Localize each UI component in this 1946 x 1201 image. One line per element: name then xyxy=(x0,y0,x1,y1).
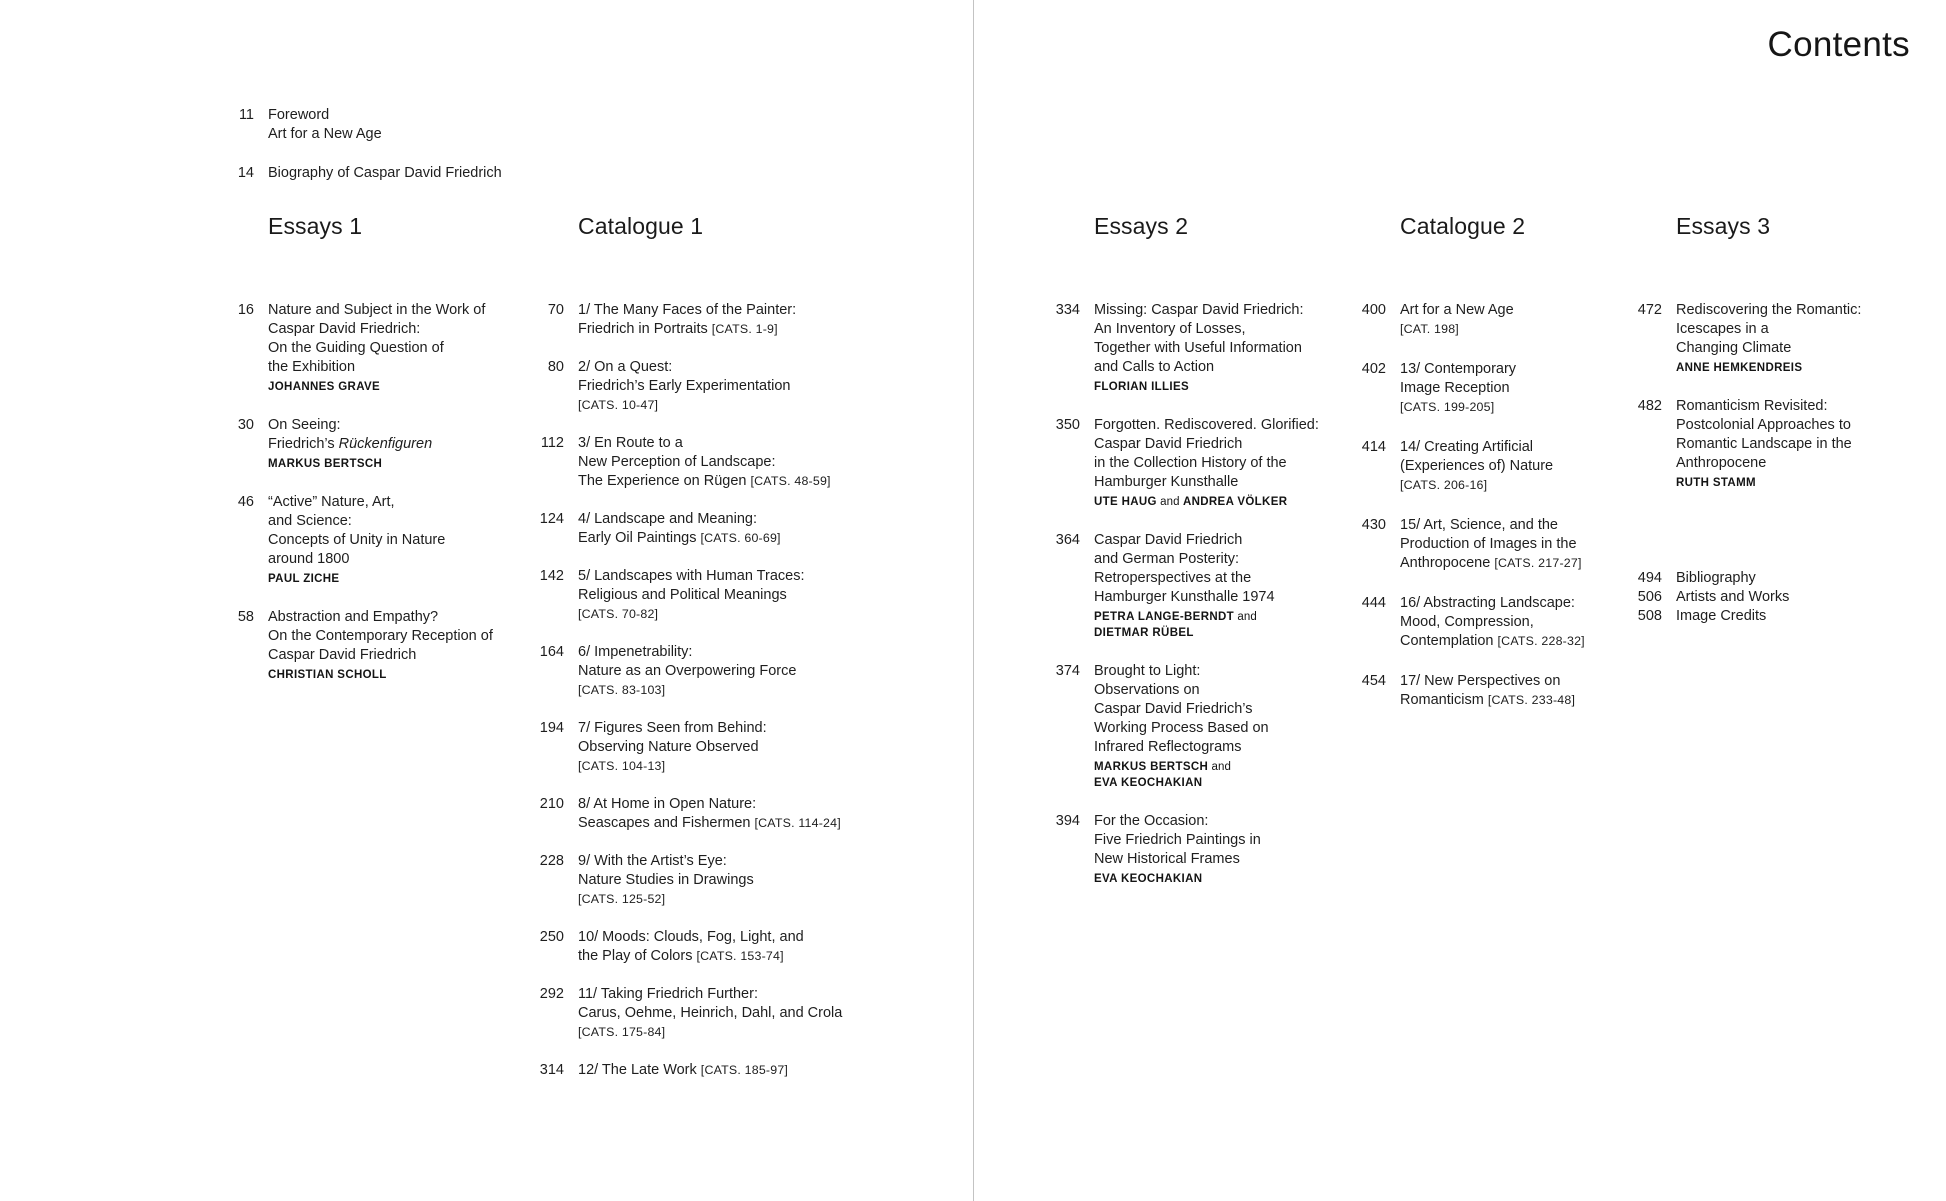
toc-item-body xyxy=(1676,397,1852,491)
toc-item xyxy=(1620,607,1861,626)
toc-line: (Experiences of) Nature xyxy=(1400,458,1554,474)
section-essays-3 xyxy=(1620,214,1861,626)
toc-line-segment: [CATS. 48-59] xyxy=(750,474,831,488)
toc-line: Bibliography xyxy=(1676,570,1756,586)
toc-line xyxy=(578,1061,788,1080)
toc-item-body xyxy=(1676,607,1766,626)
toc-item xyxy=(522,358,842,415)
toc-line: Observations on xyxy=(1094,682,1200,698)
toc-item-body xyxy=(578,985,842,1042)
toc-item-page-number: 164 xyxy=(539,644,564,660)
toc-line: On the Guiding Question of xyxy=(268,340,444,356)
toc-item-page-number: 444 xyxy=(1361,595,1386,611)
toc-line-segment: PETRA LANGE-BERNDT xyxy=(1094,611,1235,623)
section-heading-essays-1: Essays 1 xyxy=(268,213,363,239)
toc-item-page-number: 454 xyxy=(1361,673,1386,689)
toc-line-segment: and xyxy=(1156,496,1183,508)
toc-item-body xyxy=(1676,588,1789,607)
toc-line: New Perception of Landscape: xyxy=(578,454,776,470)
toc-line: An Inventory of Losses, xyxy=(1094,321,1246,337)
toc-item xyxy=(1344,438,1585,495)
toc-line: Anthropocene xyxy=(1676,455,1767,471)
toc-item-page-number: 482 xyxy=(1637,398,1662,414)
toc-line: CHRISTIAN SCHOLL xyxy=(268,669,387,681)
toc-item-body xyxy=(578,510,781,548)
section-essays-1-items xyxy=(212,301,493,683)
toc-line: DIETMAR RÜBEL xyxy=(1094,627,1194,639)
toc-line-segment: Romanticism xyxy=(1400,692,1488,708)
toc-item-page-number: 194 xyxy=(539,720,564,736)
toc-item-page-number: 394 xyxy=(1055,813,1080,829)
toc-line: and Science: xyxy=(268,513,352,529)
toc-item-body xyxy=(1676,569,1756,588)
toc-item xyxy=(1344,301,1585,339)
toc-item-authors xyxy=(268,379,485,395)
toc-line: Art for a New Age xyxy=(1400,302,1514,318)
toc-item-page-number: 80 xyxy=(547,359,564,375)
toc-item-body xyxy=(578,643,796,700)
section-essays-2 xyxy=(1038,214,1319,887)
toc-line: 4/ Landscape and Meaning: xyxy=(578,511,757,527)
toc-item xyxy=(212,416,493,472)
toc-item-page-number: 430 xyxy=(1361,517,1386,533)
toc-line xyxy=(578,529,781,548)
toc-item xyxy=(522,434,842,491)
toc-line xyxy=(1400,554,1582,573)
section-heading-catalogue-2: Catalogue 2 xyxy=(1400,213,1526,239)
toc-item-page-number: 142 xyxy=(539,568,564,584)
toc-item xyxy=(522,567,842,624)
toc-line-segment: and xyxy=(1234,611,1257,623)
toc-item xyxy=(212,493,493,587)
toc-line-segment: [CATS. 228-32] xyxy=(1497,634,1585,648)
toc-line: FLORIAN ILLIES xyxy=(1094,381,1189,393)
toc-item-body xyxy=(578,928,804,966)
toc-item-page-number: 364 xyxy=(1055,532,1080,548)
toc-line: Romanticism Revisited: xyxy=(1676,398,1828,414)
toc-item-page-number: 472 xyxy=(1637,302,1662,318)
toc-line-segment: and xyxy=(1208,761,1231,773)
toc-line xyxy=(578,757,767,776)
section-essays-3-endmatter xyxy=(1620,569,1861,626)
toc-line: PAUL ZICHE xyxy=(268,573,340,585)
toc-line: JOHANNES GRAVE xyxy=(268,381,381,393)
toc-line-segment: MARKUS BERTSCH xyxy=(1094,761,1209,773)
toc-item-authors xyxy=(1676,475,1852,491)
toc-line: 7/ Figures Seen from Behind: xyxy=(578,720,767,736)
toc-line-segment: [CATS. 153-74] xyxy=(696,949,784,963)
section-essays-1 xyxy=(212,214,493,683)
toc-line: Religious and Political Meanings xyxy=(578,587,787,603)
toc-item-authors xyxy=(1094,379,1304,395)
toc-item xyxy=(522,985,842,1042)
toc-line-segment: [CATS. 10-47] xyxy=(578,398,659,412)
toc-item-page-number: 14 xyxy=(237,165,254,181)
toc-item-body xyxy=(268,608,493,683)
toc-line: 17/ New Perspectives on xyxy=(1400,673,1561,689)
toc-line: MARKUS BERTSCH xyxy=(268,458,383,470)
toc-item xyxy=(212,164,502,183)
toc-item-page-number: 494 xyxy=(1637,570,1662,586)
toc-item-body xyxy=(1400,438,1553,495)
toc-line: the Exhibition xyxy=(268,359,356,375)
toc-line xyxy=(578,396,790,415)
toc-line xyxy=(578,472,831,491)
section-heading-catalogue-1: Catalogue 1 xyxy=(578,213,704,239)
toc-line: Forgotten. Rediscovered. Glorified: xyxy=(1094,417,1319,433)
toc-item-page-number: 30 xyxy=(237,417,254,433)
toc-item-page-number: 70 xyxy=(547,302,564,318)
toc-line: 10/ Moods: Clouds, Fog, Light, and xyxy=(578,929,804,945)
toc-item-body xyxy=(268,493,445,587)
toc-line: Art for a New Age xyxy=(268,126,382,142)
toc-line: On Seeing: xyxy=(268,417,341,433)
toc-item-body xyxy=(1400,301,1514,339)
toc-line: Brought to Light: xyxy=(1094,663,1201,679)
toc-line-segment: [CATS. 206-16] xyxy=(1400,478,1488,492)
toc-line: Together with Useful Information xyxy=(1094,340,1302,356)
toc-item-page-number: 292 xyxy=(539,986,564,1002)
toc-line: Observing Nature Observed xyxy=(578,739,759,755)
toc-line: For the Occasion: xyxy=(1094,813,1209,829)
toc-line-segment: [CATS. 83-103] xyxy=(578,683,666,697)
toc-line-segment: ANDREA VÖLKER xyxy=(1182,496,1288,508)
toc-item-page-number: 508 xyxy=(1637,608,1662,624)
toc-item-page-number: 58 xyxy=(237,609,254,625)
toc-line-segment: Contemplation xyxy=(1400,633,1498,649)
toc-item xyxy=(1344,360,1585,417)
toc-line: Rediscovering the Romantic: xyxy=(1676,302,1862,318)
toc-line: 2/ On a Quest: xyxy=(578,359,673,375)
section-essays-2-items xyxy=(1038,301,1319,887)
toc-item xyxy=(522,1061,842,1080)
section-essays-3-items xyxy=(1620,301,1861,491)
toc-item-body xyxy=(268,301,485,395)
toc-item-body xyxy=(1676,301,1861,376)
toc-item-page-number: 414 xyxy=(1361,439,1386,455)
toc-line-segment: 12/ The Late Work xyxy=(578,1062,701,1078)
toc-line: Friedrich’s Early Experimentation xyxy=(578,378,791,394)
toc-line: New Historical Frames xyxy=(1094,851,1240,867)
toc-item-authors xyxy=(1094,871,1261,887)
toc-line-segment: [CATS. 70-82] xyxy=(578,607,659,621)
toc-item-page-number: 124 xyxy=(539,511,564,527)
toc-line: Changing Climate xyxy=(1676,340,1792,356)
toc-line xyxy=(1094,494,1319,510)
toc-line: 3/ En Route to a xyxy=(578,435,683,451)
toc-line xyxy=(578,1023,842,1042)
toc-item xyxy=(522,928,842,966)
toc-line: Foreword xyxy=(268,107,330,123)
toc-line: 8/ At Home in Open Nature: xyxy=(578,796,757,812)
toc-line-segment: the Play of Colors xyxy=(578,948,697,964)
toc-line-segment: [CATS. 60-69] xyxy=(700,531,781,545)
toc-line: Icescapes in a xyxy=(1676,321,1769,337)
toc-line: Image Reception xyxy=(1400,380,1510,396)
toc-item xyxy=(1038,301,1319,395)
toc-line xyxy=(1400,476,1553,495)
toc-item-body xyxy=(1094,531,1275,641)
toc-line: Caspar David Friedrich xyxy=(1094,436,1243,452)
toc-item-body xyxy=(578,1061,788,1080)
toc-line: Romantic Landscape in the xyxy=(1676,436,1852,452)
toc-line: Mood, Compression, xyxy=(1400,614,1534,630)
toc-line: Abstraction and Empathy? xyxy=(268,609,439,625)
toc-line: Hamburger Kunsthalle xyxy=(1094,474,1239,490)
section-catalogue-2 xyxy=(1344,214,1585,710)
toc-line: Postcolonial Approaches to xyxy=(1676,417,1851,433)
toc-line xyxy=(578,681,796,700)
toc-line: “Active” Nature, Art, xyxy=(268,494,395,510)
toc-item xyxy=(522,301,842,339)
toc-item xyxy=(1344,516,1585,573)
toc-line: EVA KEOCHAKIAN xyxy=(1094,777,1203,789)
toc-line: Five Friedrich Paintings in xyxy=(1094,832,1261,848)
toc-item-body xyxy=(1400,594,1585,651)
toc-line xyxy=(578,814,841,833)
toc-item-page-number: 16 xyxy=(237,302,254,318)
toc-line: Concepts of Unity in Nature xyxy=(268,532,446,548)
toc-item-page-number: 112 xyxy=(540,435,564,451)
front-matter-items xyxy=(212,106,502,183)
toc-line-segment: Friedrich in Portraits xyxy=(578,321,712,337)
toc-item-body xyxy=(1094,812,1261,887)
toc-item xyxy=(522,510,842,548)
toc-line: 6/ Impenetrability: xyxy=(578,644,693,660)
toc-item-authors xyxy=(268,667,493,683)
toc-item-authors xyxy=(1094,609,1275,641)
toc-item xyxy=(522,643,842,700)
toc-item-body xyxy=(1400,360,1516,417)
page-gutter-divider xyxy=(973,0,974,1201)
section-heading-essays-2: Essays 2 xyxy=(1094,213,1189,239)
toc-item-body xyxy=(578,567,804,624)
toc-line xyxy=(268,435,432,454)
toc-line xyxy=(1400,632,1585,651)
toc-line: Caspar David Friedrich xyxy=(268,647,417,663)
toc-item xyxy=(1620,569,1861,588)
toc-line: Caspar David Friedrich xyxy=(1094,532,1243,548)
toc-item-authors xyxy=(268,571,445,587)
toc-line: Caspar David Friedrich: xyxy=(268,321,421,337)
toc-item xyxy=(1038,531,1319,641)
toc-item-body xyxy=(268,106,382,144)
toc-item-body xyxy=(578,795,841,833)
toc-line-segment: [CATS. 233-48] xyxy=(1487,693,1576,707)
toc-line-segment: Seascapes and Fishermen xyxy=(578,815,755,831)
toc-line: ANNE HEMKENDREIS xyxy=(1676,362,1803,374)
toc-line: EVA KEOCHAKIAN xyxy=(1094,873,1203,885)
toc-line: 5/ Landscapes with Human Traces: xyxy=(578,568,805,584)
toc-line-segment: Friedrich’s xyxy=(268,436,339,452)
toc-line: and German Posterity: xyxy=(1094,551,1240,567)
toc-item-body xyxy=(1400,516,1582,573)
toc-item xyxy=(1620,397,1861,491)
toc-item-page-number: 506 xyxy=(1637,589,1662,605)
toc-item-body xyxy=(1094,662,1269,791)
toc-item-page-number: 402 xyxy=(1361,361,1386,377)
toc-item-page-number: 11 xyxy=(238,107,254,123)
toc-item xyxy=(1038,416,1319,510)
toc-item xyxy=(1344,594,1585,651)
toc-line: Missing: Caspar David Friedrich: xyxy=(1094,302,1304,318)
toc-line-segment: [CATS. 1-9] xyxy=(711,322,778,336)
toc-line-segment: [CATS. 114-24] xyxy=(754,816,841,830)
toc-line: Production of Images in the xyxy=(1400,536,1577,552)
toc-line-segment: [CATS. 104-13] xyxy=(578,759,666,773)
toc-line: and Calls to Action xyxy=(1094,359,1215,375)
toc-line xyxy=(1094,609,1275,625)
toc-item-authors xyxy=(1094,494,1319,510)
toc-line-segment: UTE HAUG xyxy=(1094,496,1157,508)
toc-line: 9/ With the Artist’s Eye: xyxy=(578,853,727,869)
toc-line: 14/ Creating Artificial xyxy=(1400,439,1533,455)
section-catalogue-1 xyxy=(522,214,842,1080)
toc-line xyxy=(1400,320,1514,339)
toc-item xyxy=(212,608,493,683)
toc-item-page-number: 350 xyxy=(1055,417,1080,433)
toc-item xyxy=(1038,662,1319,791)
toc-line: Carus, Oehme, Heinrich, Dahl, and Crola xyxy=(578,1005,843,1021)
toc-line: Retroperspectives at the xyxy=(1094,570,1252,586)
toc-line: around 1800 xyxy=(268,551,350,567)
toc-item-body xyxy=(1094,301,1304,395)
toc-line-segment: [CATS. 125-52] xyxy=(578,892,666,906)
section-heading-essays-3: Essays 3 xyxy=(1676,213,1771,239)
toc-item-body xyxy=(268,164,502,183)
toc-line: Caspar David Friedrich’s xyxy=(1094,701,1253,717)
toc-line: in the Collection History of the xyxy=(1094,455,1287,471)
toc-item-page-number: 250 xyxy=(539,929,564,945)
toc-item xyxy=(212,301,493,395)
toc-item-page-number: 228 xyxy=(539,853,564,869)
toc-line: Artists and Works xyxy=(1676,589,1790,605)
toc-item xyxy=(212,106,502,144)
toc-item-page-number: 46 xyxy=(237,494,254,510)
toc-line xyxy=(578,947,804,966)
toc-line-segment: [CATS. 199-205] xyxy=(1400,400,1495,414)
toc-item-body xyxy=(578,719,767,776)
toc-item-authors xyxy=(1676,360,1861,376)
toc-line xyxy=(578,320,796,339)
toc-item-page-number: 374 xyxy=(1055,663,1080,679)
toc-line: 13/ Contemporary xyxy=(1400,361,1517,377)
toc-item xyxy=(1620,588,1861,607)
front-matter xyxy=(212,106,502,183)
toc-item-body xyxy=(1400,672,1575,710)
toc-line: Hamburger Kunsthalle 1974 xyxy=(1094,589,1275,605)
toc-line: On the Contemporary Reception of xyxy=(268,628,493,644)
toc-line: Working Process Based on xyxy=(1094,720,1269,736)
toc-line-segment: [CAT. 198] xyxy=(1400,322,1459,336)
toc-item-body xyxy=(578,852,754,909)
toc-line: 16/ Abstracting Landscape: xyxy=(1400,595,1575,611)
toc-item xyxy=(522,852,842,909)
toc-line xyxy=(1094,759,1269,775)
toc-line-segment: The Experience on Rügen xyxy=(578,473,751,489)
toc-item xyxy=(1038,812,1319,887)
toc-line xyxy=(1400,398,1516,417)
toc-line: Nature as an Overpowering Force xyxy=(578,663,797,679)
toc-item-body xyxy=(578,301,796,339)
toc-item-page-number: 400 xyxy=(1361,302,1386,318)
toc-line: Nature Studies in Drawings xyxy=(578,872,754,888)
toc-line: Biography of Caspar David Friedrich xyxy=(268,165,502,181)
toc-line xyxy=(578,890,754,909)
page-title: Contents xyxy=(1767,25,1910,64)
toc-line-segment: [CATS. 175-84] xyxy=(578,1025,666,1039)
toc-line xyxy=(578,605,804,624)
toc-item-body xyxy=(268,416,432,472)
toc-line-segment: Early Oil Paintings xyxy=(578,530,701,546)
toc-line-segment: [CATS. 217-27] xyxy=(1494,556,1582,570)
toc-item-body xyxy=(578,358,790,415)
toc-item-page-number: 210 xyxy=(539,796,564,812)
section-catalogue-2-items xyxy=(1344,301,1585,710)
toc-item xyxy=(522,719,842,776)
toc-item xyxy=(522,795,842,833)
toc-item-body xyxy=(578,434,831,491)
toc-item-authors xyxy=(268,456,432,472)
toc-item-page-number: 314 xyxy=(539,1062,564,1078)
toc-item-page-number: 334 xyxy=(1055,302,1080,318)
toc-line-segment: Anthropocene xyxy=(1400,555,1495,571)
toc-line-segment: [CATS. 185-97] xyxy=(700,1063,789,1077)
toc-line: Image Credits xyxy=(1676,608,1767,624)
section-catalogue-1-items xyxy=(522,301,842,1080)
toc-line: Infrared Reflectograms xyxy=(1094,739,1242,755)
toc-line: 15/ Art, Science, and the xyxy=(1400,517,1558,533)
toc-line-segment: Rückenfiguren xyxy=(338,436,433,452)
toc-line: RUTH STAMM xyxy=(1676,477,1756,489)
toc-line: 11/ Taking Friedrich Further: xyxy=(578,986,758,1002)
toc-item xyxy=(1620,301,1861,376)
toc-item-body xyxy=(1094,416,1319,510)
toc-line: Nature and Subject in the Work of xyxy=(268,302,486,318)
toc-item xyxy=(1344,672,1585,710)
toc-line xyxy=(1400,691,1575,710)
toc-line: 1/ The Many Faces of the Painter: xyxy=(578,302,797,318)
toc-item-authors xyxy=(1094,759,1269,791)
